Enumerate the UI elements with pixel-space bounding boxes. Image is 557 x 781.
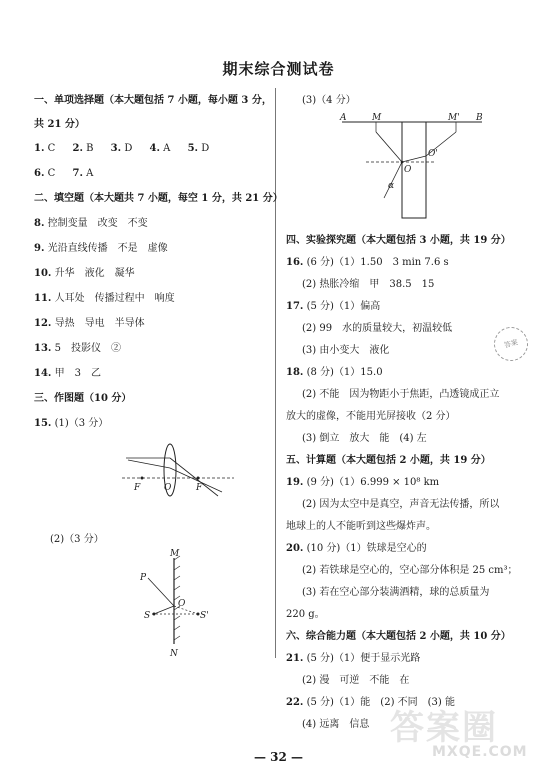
answer-stamp: 答案 xyxy=(490,323,532,365)
answer: C xyxy=(47,168,56,179)
answer: 甲 3 乙 xyxy=(54,368,101,379)
answer-15-2: (2)（3 分） xyxy=(50,534,104,545)
answer: (5 分)（1）偏高 xyxy=(306,301,381,312)
answer-8 xyxy=(34,217,148,230)
answer-17 xyxy=(286,300,380,313)
answer-18 xyxy=(286,366,383,379)
answer: (1)（3 分） xyxy=(54,418,109,429)
section-1-heading: 一、单项选择题（本大题包括 7 小题，每小题 3 分， xyxy=(34,95,272,106)
answer-20-cont-3: 220 g。 xyxy=(286,609,325,620)
answer: (6 分)（1）1.50 3 min 7.6 s xyxy=(306,257,449,268)
q-number: 8. xyxy=(34,218,45,229)
q-number: 21. xyxy=(286,653,304,664)
answer-20-cont-2: (3) 若在空心部分装满酒精，球的总质量为 xyxy=(302,587,490,598)
answer-18-cont-2: 放大的虚像，不能用光屏接收（2 分） xyxy=(286,411,456,422)
answer-18-cont-1: (2) 不能 因为物距小于焦距，凸透镜成正立 xyxy=(302,389,500,400)
fig3-label-m-prime: M' xyxy=(448,113,460,123)
q-number: 16. xyxy=(286,257,304,268)
answer-11 xyxy=(34,292,175,305)
answer-17-cont-1: (2) 99 水的质量较大，初温较低 xyxy=(302,323,453,334)
answer-18-cont-3: (3) 倒立 放大 能 (4) 左 xyxy=(302,433,427,444)
q-number: 17. xyxy=(286,301,304,312)
answer-16-cont: (2) 热胀冷缩 甲 38.5 15 xyxy=(302,279,435,290)
fig3-label-o-prime: O' xyxy=(428,149,438,159)
answer: (5 分)（1）便于显示光路 xyxy=(306,653,421,664)
fig2-label-s-prime: S' xyxy=(200,611,209,621)
q-number: 10. xyxy=(34,268,52,279)
answer-9 xyxy=(34,242,168,255)
answer: A xyxy=(163,143,171,154)
answer: (10 分)（1）铁球是空心的 xyxy=(306,543,427,554)
q-number: 6. xyxy=(34,168,45,179)
answer: 导热 导电 半导体 xyxy=(54,318,145,329)
q-number: 1. xyxy=(34,143,45,154)
answer-19 xyxy=(286,476,439,489)
answer: C xyxy=(47,143,56,154)
section-6-heading: 六、综合能力题（本大题包括 2 小题，共 10 分） xyxy=(286,631,511,642)
q-number: 18. xyxy=(286,367,304,378)
answer: B xyxy=(86,143,94,154)
refraction-diagram xyxy=(336,112,486,224)
answer-21 xyxy=(286,652,420,665)
fig1-label-o: O xyxy=(164,483,172,493)
q-number: 7. xyxy=(72,168,83,179)
watermark-big: 答案圈 xyxy=(390,708,498,748)
answer-row-1-5 xyxy=(34,142,209,155)
answer-16 xyxy=(286,256,449,269)
answer-10 xyxy=(34,267,135,280)
fig1-label-f-right: F xyxy=(196,483,203,493)
q-number: 20. xyxy=(286,543,304,554)
plane-mirror-diagram xyxy=(140,548,220,658)
column-divider xyxy=(275,88,276,658)
answer: 升华 液化 凝华 xyxy=(54,268,135,279)
q-number: 14. xyxy=(34,368,52,379)
answer-20 xyxy=(286,542,427,555)
answer: D xyxy=(124,143,133,154)
fig2-label-o: O xyxy=(178,599,186,609)
q-number: 19. xyxy=(286,477,304,488)
answer: D xyxy=(201,143,210,154)
section-4-heading: 四、实验探究题（本大题包括 3 小题，共 19 分） xyxy=(286,235,511,246)
answer: (9 分)（1）6.999 × 10⁸ km xyxy=(306,477,440,488)
fig3-label-alpha: α xyxy=(388,181,395,191)
answer-20-cont-1: (2) 若铁球是空心的，空心部分体积是 25 cm³； xyxy=(302,565,518,576)
fig2-label-p: P xyxy=(140,573,147,583)
q-number: 9. xyxy=(34,243,45,254)
fig3-label-b: B xyxy=(476,113,483,123)
answer: 5 投影仪 ② xyxy=(54,343,121,354)
answer-22-cont: (4) 远离 信息 xyxy=(302,719,370,730)
answer-13 xyxy=(34,342,121,355)
watermark-small: MXQE.COM xyxy=(432,744,528,760)
section-3-heading: 三、作图题（10 分） xyxy=(34,393,132,404)
page-title: 期末综合测试卷 xyxy=(222,60,335,78)
answer-14 xyxy=(34,367,101,380)
answer-19-cont-1: (2) 因为太空中是真空，声音无法传播，所以 xyxy=(302,499,500,510)
q-number: 12. xyxy=(34,318,52,329)
fig2-label-n: N xyxy=(170,649,178,658)
fig2-label-m: M xyxy=(170,549,180,559)
answer-15-1 xyxy=(34,417,108,430)
answer: 人耳处 传播过程中 响度 xyxy=(54,293,175,304)
q-number: 4. xyxy=(149,143,160,154)
section-5-heading: 五、计算题（本大题包括 2 小题，共 19 分） xyxy=(286,455,491,466)
fig1-label-f-left: F xyxy=(134,483,141,493)
lens-ray-diagram xyxy=(118,440,238,500)
q-number: 11. xyxy=(34,293,52,304)
q-number: 13. xyxy=(34,343,52,354)
fig3-label-m: M xyxy=(372,113,382,123)
section-2-heading: 二、填空题（本大题共 7 小题，每空 1 分，共 21 分） xyxy=(34,193,283,204)
answer-15-3: (3)（4 分） xyxy=(302,95,356,106)
q-number: 5. xyxy=(187,143,199,154)
answer-row-6-7 xyxy=(34,167,93,180)
q-number: 22. xyxy=(286,697,304,708)
answer-17-cont-2: (3) 由小变大 液化 xyxy=(302,345,390,356)
answer: (5 分)（1）能 (2) 不同 (3) 能 xyxy=(306,697,455,708)
section-1-heading-cont: 共 21 分） xyxy=(34,119,85,130)
answer-19-cont-2: 地球上的人不能听到这些爆炸声。 xyxy=(286,521,436,532)
q-number: 15. xyxy=(34,418,52,429)
q-number: 3. xyxy=(110,143,122,154)
fig3-label-o: O xyxy=(404,165,412,175)
answer: 控制变量 改变 不变 xyxy=(47,218,148,229)
fig3-label-a: A xyxy=(340,113,347,123)
answer-12 xyxy=(34,317,145,330)
answer-21-cont: (2) 漫 可逆 不能 在 xyxy=(302,675,410,686)
answer: A xyxy=(86,168,94,179)
fig2-label-s: S xyxy=(144,611,151,621)
q-number: 2. xyxy=(72,143,83,154)
page-number: — 32 — xyxy=(253,750,304,764)
answer: (8 分)（1）15.0 xyxy=(306,367,383,378)
answer: 光沿直线传播 不是 虚像 xyxy=(47,243,168,254)
